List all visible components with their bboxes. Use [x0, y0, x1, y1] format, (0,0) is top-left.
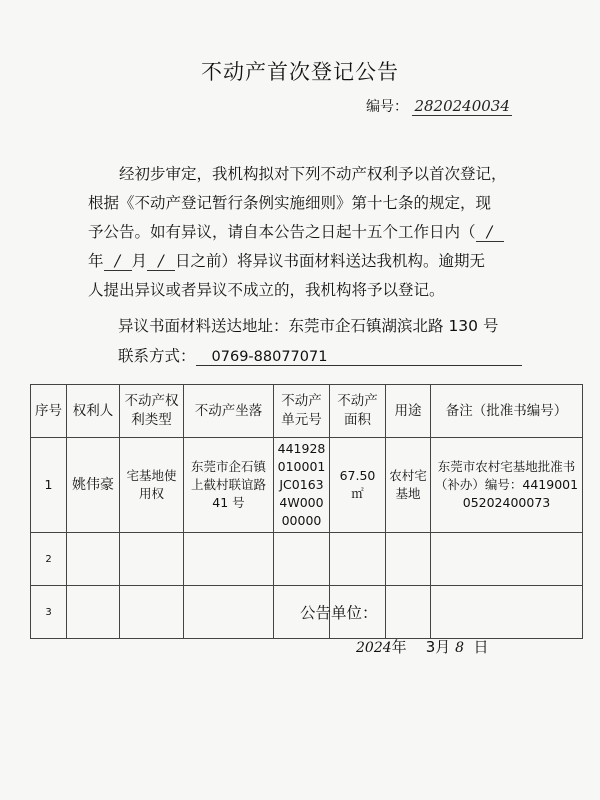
cell-location	[184, 586, 274, 639]
serial-number	[366, 96, 512, 116]
header-area: 不动产面积	[330, 385, 386, 438]
contact-info	[118, 344, 522, 366]
cell-index: 1	[31, 438, 67, 533]
header-owner: 权利人	[67, 385, 120, 438]
body-line-5: 人提出异议或者异议不成立的，我机构将予以登记。	[88, 281, 445, 299]
table-row	[31, 533, 583, 586]
announcement-body	[88, 160, 528, 305]
body-line-4	[88, 247, 528, 276]
body-line-3-text: 予公告。如有异议，请自本公告之日起十五个工作日内（	[88, 223, 476, 241]
cell-area	[330, 533, 386, 586]
contact-value: 0769-88077071	[196, 349, 522, 366]
header-location: 不动产坐落	[184, 385, 274, 438]
date-day-unit: 日	[473, 638, 489, 656]
cell-index: 2	[31, 533, 67, 586]
cell-right-type: 宅基地使用权	[120, 438, 184, 533]
blank-day: /	[147, 252, 175, 271]
month-unit: 月	[131, 252, 148, 270]
date-year: 2024	[356, 640, 392, 656]
header-index: 序号	[31, 385, 67, 438]
cell-remark	[431, 533, 583, 586]
body-line-3	[88, 218, 528, 247]
cell-remark	[431, 586, 583, 639]
serial-value: 2820240034	[414, 97, 510, 115]
blank-year: /	[476, 223, 504, 242]
cell-right-type	[120, 586, 184, 639]
cell-usage	[386, 586, 431, 639]
table-header-row	[31, 385, 583, 438]
header-unit-no: 不动产单元号	[274, 385, 330, 438]
contact-label: 联系方式：	[118, 347, 196, 365]
announcement-date	[356, 636, 489, 657]
body-line-1: 经初步审定，我机构拟对下列不动产权利予以首次登记，	[119, 165, 507, 183]
cell-owner	[67, 533, 120, 586]
cell-area: 67.50 ㎡	[330, 438, 386, 533]
cell-index: 3	[31, 586, 67, 639]
header-usage: 用途	[386, 385, 431, 438]
body-line-4-text: 日之前）将异议书面材料送达我机构。逾期无	[175, 252, 486, 270]
cell-location	[184, 533, 274, 586]
table-row	[31, 438, 583, 533]
objection-address	[118, 314, 498, 336]
cell-usage	[386, 533, 431, 586]
year-unit: 年	[88, 252, 104, 270]
document-title: 不动产首次登记公告	[201, 60, 399, 84]
cell-owner: 姚伟豪	[67, 438, 120, 533]
cell-owner	[67, 586, 120, 639]
cell-location: 东莞市企石镇上截村联谊路 41 号	[184, 438, 274, 533]
address-value: 东莞市企石镇湖滨北路 130 号	[288, 317, 499, 335]
blank-month: /	[104, 252, 132, 271]
header-remark: 备注（批准书编号）	[431, 385, 583, 438]
date-year-unit: 年	[391, 638, 407, 656]
cell-unit-no	[274, 533, 330, 586]
cell-usage: 农村宅基地	[386, 438, 431, 533]
date-day: 8	[455, 640, 464, 656]
body-line-2: 根据《不动产登记暂行条例实施细则》第十七条的规定，现	[88, 194, 492, 212]
signer-label: 公告单位：	[300, 604, 378, 622]
cell-unit-no: 441928010001JC01634W00000000	[274, 438, 330, 533]
date-month-unit: 月	[435, 638, 451, 656]
header-right-type: 不动产权利类型	[120, 385, 184, 438]
cell-remark: 东莞市农村宅基地批准书（补办）编号：441900105202400073	[431, 438, 583, 533]
serial-label: 编号：	[366, 99, 408, 115]
cell-right-type	[120, 533, 184, 586]
address-label: 异议书面材料送达地址：	[118, 317, 289, 335]
date-month: 3	[425, 638, 436, 656]
